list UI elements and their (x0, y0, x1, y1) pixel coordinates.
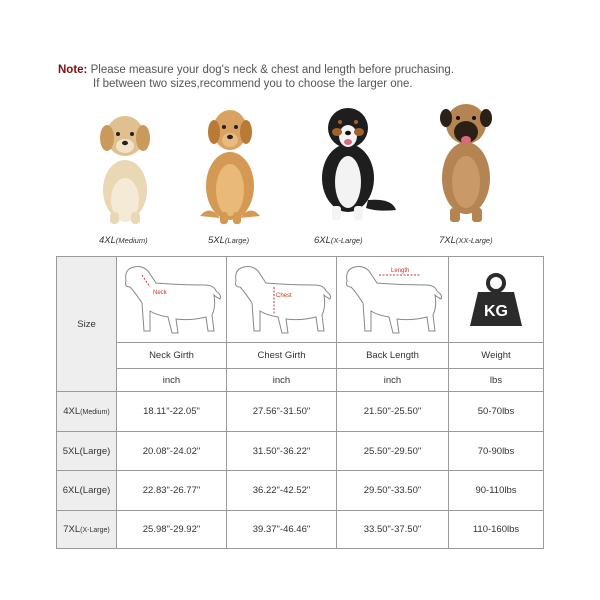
note-line-1: Please measure your dog's neck & chest and length before pruchasing. (90, 64, 454, 76)
row-length-cell: 29.50"-33.50" (337, 471, 449, 511)
row-length-cell: 21.50"-25.50" (337, 392, 449, 432)
dog-silhouette-neck-icon (120, 261, 224, 339)
row-length-cell: 25.50"-29.50" (337, 432, 449, 471)
size-chart-table (56, 256, 544, 549)
dog-caption-large: 5XL(Large) (208, 235, 250, 246)
note-line-2: If between two sizes,recommend you to choose the larger one. (93, 78, 413, 90)
header-back-length: Back Length (337, 343, 449, 369)
row-neck-cell: 25.98"-29.92" (117, 511, 227, 549)
note (58, 63, 454, 91)
header-chest-girth: Chest Girth (227, 343, 337, 369)
note-label: Note: (58, 64, 88, 76)
row-size-cell: 5XL(Large) (57, 432, 117, 471)
row-chest-cell: 36.22"-42.52" (227, 471, 337, 511)
row-size-cell: 6XL(Large) (57, 471, 117, 511)
dog-caption-xx-large: 7XL(XX-Large) (439, 235, 493, 246)
unit-length: inch (337, 369, 449, 392)
dog-photo-medium (92, 108, 158, 228)
row-neck-cell: 22.83"-26.77" (117, 471, 227, 511)
unit-weight: lbs (449, 369, 544, 392)
row-chest-cell: 39.37"-46.46" (227, 511, 337, 549)
row-weight-cell: 110-160lbs (449, 511, 544, 549)
header-weight: Weight (449, 343, 544, 369)
row-neck-cell: 18.11"-22.05" (117, 392, 227, 432)
units-row (57, 369, 544, 392)
header-row (57, 343, 544, 369)
length-marker-label: Length (390, 267, 409, 274)
size-header-label: Size (77, 318, 96, 330)
table-row (57, 432, 544, 471)
length-diagram-cell (337, 257, 449, 343)
chest-diagram-cell (227, 257, 337, 343)
dog-photo-x-large (308, 100, 400, 224)
table-row (57, 392, 544, 432)
row-size-cell: 7XL(X-Large) (57, 511, 117, 549)
dog-silhouette-length-icon (341, 261, 445, 339)
unit-neck: inch (117, 369, 227, 392)
row-chest-cell: 27.56"-31.50" (227, 392, 337, 432)
table-row (57, 511, 544, 549)
weight-icon-text: KG (484, 302, 508, 320)
row-neck-cell: 20.08"-24.02" (117, 432, 227, 471)
header-neck-girth: Neck Girth (117, 343, 227, 369)
row-chest-cell: 31.50"-36.22" (227, 432, 337, 471)
row-weight-cell: 50-70lbs (449, 392, 544, 432)
dog-photo-xx-large (430, 98, 502, 226)
neck-marker-label: Neck (152, 289, 167, 296)
neck-diagram-cell (117, 257, 227, 343)
dog-caption-x-large: 6XL(X-Large) (314, 235, 363, 246)
unit-chest: inch (227, 369, 337, 392)
dog-photo-large (190, 104, 270, 228)
size-header-cell (57, 257, 117, 392)
weight-icon-cell (449, 257, 544, 343)
dog-silhouette-chest-icon (230, 261, 334, 339)
table-row (57, 471, 544, 511)
weight-kg-icon (466, 270, 526, 330)
row-size-cell: 4XL(Medium) (57, 392, 117, 432)
diagram-row (57, 257, 544, 343)
row-length-cell: 33.50"-37.50" (337, 511, 449, 549)
chest-marker-label: Chest (275, 292, 292, 299)
row-weight-cell: 70-90lbs (449, 432, 544, 471)
dog-caption-medium: 4XL(Medium) (99, 235, 148, 246)
row-weight-cell: 90-110lbs (449, 471, 544, 511)
